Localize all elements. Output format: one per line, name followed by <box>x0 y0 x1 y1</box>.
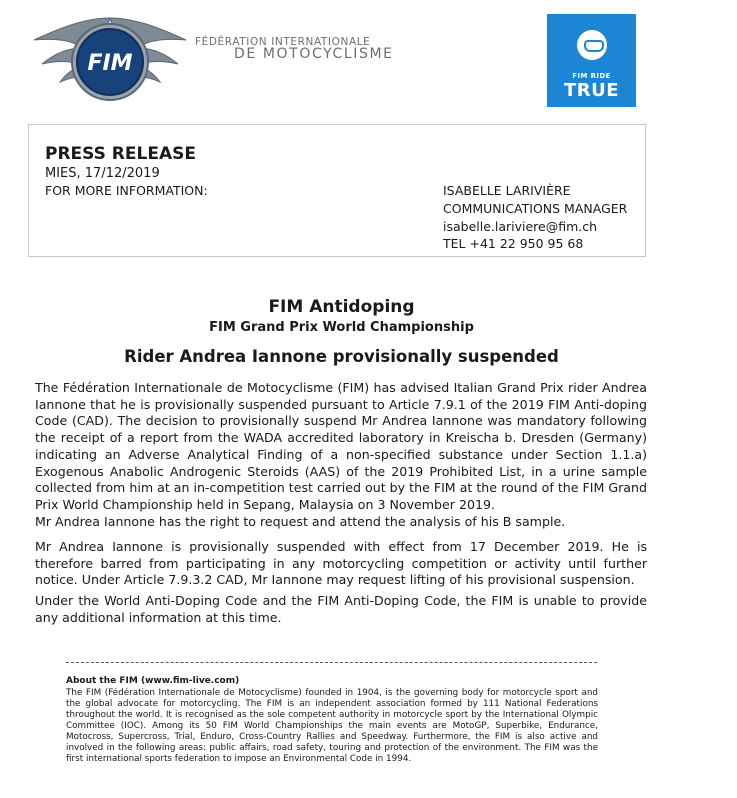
fim-ride-true-badge <box>547 14 636 107</box>
release-headline: Rider Andrea Iannone provisionally suspended <box>124 347 559 366</box>
body-paragraph-4: Under the World Anti-Doping Code and the FIM Anti-Doping Code, the FIM is unable to provide any additional information at this time. <box>35 593 647 625</box>
contact-name: ISABELLE LARIVIÈRE <box>443 183 571 198</box>
footer-divider <box>66 662 597 663</box>
fim-logo <box>30 8 190 116</box>
release-subtitle: FIM Grand Prix World Championship <box>209 320 474 335</box>
body-paragraph-3: Mr Andrea Iannone is provisionally suspended with effect from 17 December 2019. He is therefore barred from participating in any motorcycling competition or activity until further notice. Under Article 7.9.3.2 CAD, Mr Iannone may request lifting of his provisional suspension. <box>35 539 647 588</box>
contact-email[interactable]: isabelle.lariviere@fim.ch <box>443 219 598 234</box>
about-heading: About the FIM (www.fim-live.com) <box>66 676 240 686</box>
press-release-title: PRESS RELEASE <box>45 144 196 164</box>
federation-name-line2: DE MOTOCYCLISME <box>234 46 394 62</box>
press-release-date: MIES, 17/12/2019 <box>45 166 160 181</box>
ride-true-small-label: FIM RIDE <box>572 72 611 80</box>
federation-name-line1: FÉDÉRATION INTERNATIONALE <box>195 36 371 48</box>
body-paragraph-1: The Fédération Internationale de Motocyclisme (FIM) has advised Italian Grand Prix rider Andrea Iannone that he is provisionally suspended pursuant to Article 7.9.1 of the 2019 FIM Anti-doping Code (CAD). The decision to provisionally suspend Mr Andrea Iannone was mandatory following the receipt of a report from the WADA accredited laboratory in Kreischa b. Dresden (Germany) indicating an Adverse Analytical Finding of a non-specified substance under Section 1.1.a) Exogenous Anabolic Androgenic Steroids (AAS) of the 2019 Prohibited List, in a urine sample collected from him at an in-competition test carried out by the FIM at the round of the FIM Grand Prix World Championship held in Sepang, Malaysia on 3 November 2019. <box>35 380 647 512</box>
fim-logo-text: FIM <box>87 51 133 76</box>
contact-phone: TEL +41 22 950 95 68 <box>443 236 584 251</box>
ride-true-big-label: TRUE <box>563 80 620 101</box>
more-information-label: FOR MORE INFORMATION: <box>45 183 208 198</box>
about-text: The FIM (Fédération Internationale de Motocyclisme) founded in 1904, is the governing body for motorcycle sport and the global advocate for motorcycling. The FIM is an independent association formed by 111 National Federations throughout the world. It is recognised as the sole competent authority in motorcycle sport by the International Olympic Committee (IOC). Among its 50 FIM World Championships the main events are MotoGP, Superbike, Endurance, Motocross, Supercross, Trial, Enduro, Cross-Country Rallies and Speedway. Furthermore, the FIM is also active and involved in the following areas: public affairs, road safety, touring and protection of the environment. The FIM was the first international sports federation to impose an Environmental Code in 1994. <box>66 688 598 764</box>
contact-role: COMMUNICATIONS MANAGER <box>443 201 628 216</box>
release-main-title: FIM Antidoping <box>268 297 415 317</box>
body-paragraph-2: Mr Andrea Iannone has the right to request and attend the analysis of his B sample. <box>35 514 566 529</box>
